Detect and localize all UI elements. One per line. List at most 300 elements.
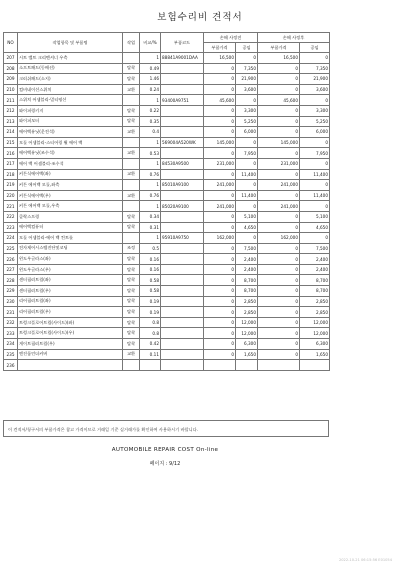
- table-row: [4, 84, 330, 95]
- cell-work: 탈착: [123, 116, 140, 127]
- cell-work: [123, 201, 140, 212]
- table-row: [4, 328, 330, 339]
- cell-after-parts-price: 145,000: [258, 137, 300, 148]
- cell-no: 215: [4, 137, 18, 148]
- cell-work: 교환: [123, 84, 140, 95]
- cell-after-parts-price: 45,600: [258, 95, 300, 106]
- cell-before-labor: 7,350: [236, 63, 258, 74]
- cell-no: 220: [4, 190, 18, 201]
- cell-before-labor: 6,300: [236, 339, 258, 350]
- table-row: [4, 158, 330, 169]
- cell-after-parts-price: 16,500: [258, 53, 300, 64]
- cell-before-parts-price: 0: [204, 296, 236, 307]
- cell-before-parts-price: 145,000: [204, 137, 236, 148]
- cell-after-labor: 7,950: [300, 148, 330, 159]
- cell-ratio: 0.35: [140, 116, 161, 127]
- cell-before-parts-price: 0: [204, 222, 236, 233]
- cell-before-parts-price: 0: [204, 339, 236, 350]
- cell-item: 게이트필러트림(우): [18, 339, 123, 350]
- cell-after-labor: 12,000: [300, 317, 330, 328]
- cell-ratio: 0.42: [140, 339, 161, 350]
- cell-before-parts-price: 0: [204, 84, 236, 95]
- cell-item: 커튼식에어백(좌): [18, 169, 123, 180]
- cell-no: 235: [4, 349, 18, 360]
- cell-part-code: [161, 243, 204, 254]
- cell-after-labor: 2,850: [300, 296, 330, 307]
- header-after-labor: 공임: [300, 43, 330, 53]
- cell-work: 탈착: [123, 222, 140, 233]
- cell-before-parts-price: 0: [204, 328, 236, 339]
- cell-after-labor: 2,400: [300, 254, 330, 265]
- cell-before-parts-price: 0: [204, 286, 236, 297]
- cell-part-code: [161, 127, 204, 138]
- cell-ratio: 0.49: [140, 63, 161, 74]
- cell-ratio: 0.76: [140, 169, 161, 180]
- cell-item: 에어백유닛(조수석): [18, 148, 123, 159]
- cell-part-code: [161, 307, 204, 318]
- cell-part-code: 569004A520WK: [161, 137, 204, 148]
- cell-item: 와이퍼모터: [18, 116, 123, 127]
- cell-no: 224: [4, 233, 18, 244]
- cell-work: 조정: [123, 243, 140, 254]
- cell-after-parts-price: 0: [258, 116, 300, 127]
- cell-before-labor: 21,900: [236, 74, 258, 85]
- cell-item: 에어 백 어셈블리-조수석: [18, 158, 123, 169]
- cell-part-code: [161, 222, 204, 233]
- table-row: [4, 169, 330, 180]
- cell-before-parts-price: 0: [204, 264, 236, 275]
- cell-item: 윈도우글라스(좌): [18, 254, 123, 265]
- header-before-assessment: 손해 사정전: [204, 33, 258, 43]
- cell-part-code: [161, 264, 204, 275]
- cell-after-parts-price: 0: [258, 275, 300, 286]
- cell-before-parts-price: 162,000: [204, 233, 236, 244]
- cell-before-labor: 1,650: [236, 349, 258, 360]
- header-after-parts-price: 부품가격: [258, 43, 300, 53]
- cell-before-labor: 6,000: [236, 127, 258, 138]
- cell-work: 교환: [123, 127, 140, 138]
- table-row: [4, 275, 330, 286]
- cell-ratio: 0.31: [140, 222, 161, 233]
- cell-no: 234: [4, 339, 18, 350]
- cell-no: 214: [4, 127, 18, 138]
- cell-work: [123, 180, 140, 191]
- table-row: [4, 137, 330, 148]
- cell-part-code: [161, 84, 204, 95]
- cell-part-code: [161, 296, 204, 307]
- cell-part-code: 85020A9100: [161, 201, 204, 212]
- cell-part-code: [161, 116, 204, 127]
- table-row: [4, 317, 330, 328]
- cell-after-parts-price: 0: [258, 169, 300, 180]
- cell-before-labor: 11,400: [236, 190, 258, 201]
- cell-work: 탈착: [123, 63, 140, 74]
- cell-work: 탈착: [123, 74, 140, 85]
- cell-item: 트렁크플로어트림(사이드)(우): [18, 328, 123, 339]
- cell-ratio: 1: [140, 95, 161, 106]
- table-row: [4, 360, 330, 371]
- cell-before-labor: 0: [236, 233, 258, 244]
- cell-after-parts-price: 241,000: [258, 180, 300, 191]
- cell-ratio: 1: [140, 53, 161, 64]
- cell-ratio: 1.46: [140, 74, 161, 85]
- cell-before-parts-price: 0: [204, 211, 236, 222]
- cell-work: 탈착: [123, 264, 140, 275]
- cell-before-labor: 2,400: [236, 264, 258, 275]
- cell-work: 탈착: [123, 296, 140, 307]
- cell-after-parts-price: 0: [258, 264, 300, 275]
- print-timestamp: 2022-10-21 06:15:56 E01054: [338, 558, 392, 562]
- cell-after-parts-price: 0: [258, 105, 300, 116]
- table-row: [4, 95, 330, 106]
- cell-before-parts-price: 241,000: [204, 180, 236, 191]
- cell-part-code: 95910A9750: [161, 233, 204, 244]
- cell-before-parts-price: 0: [204, 317, 236, 328]
- cell-no: 213: [4, 116, 18, 127]
- cell-after-labor: 6,000: [300, 127, 330, 138]
- cell-no: 226: [4, 254, 18, 265]
- cell-work: 교환: [123, 148, 140, 159]
- cell-part-code: [161, 254, 204, 265]
- cell-before-labor: 7,500: [236, 243, 258, 254]
- header-after-assessment: 손해 사정후: [258, 33, 330, 43]
- header-no: NO: [4, 33, 18, 53]
- cell-no: 208: [4, 63, 18, 74]
- cell-work: 탈착: [123, 254, 140, 265]
- cell-work: 탈착: [123, 105, 140, 116]
- cell-before-labor: 5,100: [236, 211, 258, 222]
- cell-before-parts-price: 0: [204, 243, 236, 254]
- cell-part-code: [161, 105, 204, 116]
- cell-before-parts-price: 0: [204, 275, 236, 286]
- table-row: [4, 63, 330, 74]
- cell-work: 탈착: [123, 307, 140, 318]
- table-row: [4, 53, 330, 64]
- cell-after-parts-price: 0: [258, 74, 300, 85]
- cell-work: 탈착: [123, 317, 140, 328]
- cell-part-code: [161, 169, 204, 180]
- cell-before-parts-price: 231,000: [204, 158, 236, 169]
- cell-ratio: 0.16: [140, 264, 161, 275]
- header-before-parts-price: 부품가격: [204, 43, 236, 53]
- cell-part-code: [161, 190, 204, 201]
- cell-work: 탈착: [123, 275, 140, 286]
- cell-after-parts-price: 0: [258, 307, 300, 318]
- cell-part-code: [161, 328, 204, 339]
- cell-before-parts-price: 45,600: [204, 95, 236, 106]
- table-row: [4, 180, 330, 191]
- cell-item: [18, 360, 123, 371]
- cell-before-parts-price: 241,000: [204, 201, 236, 212]
- cell-before-parts-price: 0: [204, 74, 236, 85]
- cell-ratio: 1: [140, 201, 161, 212]
- table-row: [4, 201, 330, 212]
- cell-before-labor: 0: [236, 201, 258, 212]
- cell-before-parts-price: [204, 360, 236, 371]
- service-name: AUTOMOBILE REPAIR COST On-line: [111, 447, 219, 453]
- cell-before-parts-price: 0: [204, 349, 236, 360]
- cell-item: 커튼 에어백 모듈,우측: [18, 201, 123, 212]
- cell-after-labor: 2,400: [300, 264, 330, 275]
- cell-no: 221: [4, 201, 18, 212]
- cell-after-parts-price: 0: [258, 286, 300, 297]
- cell-no: 228: [4, 275, 18, 286]
- cell-part-code: 93400A9751: [161, 95, 204, 106]
- cell-item: 윈도우글라스(우): [18, 264, 123, 275]
- table-row: [4, 148, 330, 159]
- cell-before-parts-price: 0: [204, 148, 236, 159]
- cell-ratio: 0.34: [140, 211, 161, 222]
- cell-no: 225: [4, 243, 18, 254]
- cell-no: 229: [4, 286, 18, 297]
- cell-after-parts-price: 0: [258, 317, 300, 328]
- cell-ratio: [140, 360, 161, 371]
- cell-item: 와이퍼링키지: [18, 105, 123, 116]
- price-notice: 이 견적서/청구서의 부품가격은 참고 가격이므로 거래일 기준 실거래가를 확인하여 사용하시기 바랍니다.: [3, 420, 329, 437]
- cell-part-code: [161, 148, 204, 159]
- cell-part-code: [161, 74, 204, 85]
- cell-ratio: 0.8: [140, 328, 161, 339]
- cell-after-parts-price: 0: [258, 243, 300, 254]
- cell-part-code: 85010A9100: [161, 180, 204, 191]
- cell-no: 211: [4, 95, 18, 106]
- table-row: [4, 296, 330, 307]
- cell-item: 컴비네이션스위치: [18, 84, 123, 95]
- cell-before-parts-price: 0: [204, 127, 236, 138]
- cell-part-code: [161, 339, 204, 350]
- cell-work: [123, 233, 140, 244]
- cell-ratio: 0.5: [140, 243, 161, 254]
- cell-after-labor: 5,250: [300, 116, 330, 127]
- cell-no: 233: [4, 328, 18, 339]
- cell-item: 센터필러트림(좌): [18, 275, 123, 286]
- table-row: [4, 286, 330, 297]
- cell-before-labor: 0: [236, 137, 258, 148]
- cell-work: 탈착: [123, 339, 140, 350]
- cell-no: 207: [4, 53, 18, 64]
- cell-item: 모듈 어셈블리-에어 백 컨트롤: [18, 233, 123, 244]
- cell-work: 탈착: [123, 211, 140, 222]
- cell-item: 엔진룸언더커버: [18, 349, 123, 360]
- table-row: [4, 349, 330, 360]
- cell-after-labor: 11,400: [300, 190, 330, 201]
- cell-after-labor: 11,400: [300, 169, 330, 180]
- cell-after-labor: 1,650: [300, 349, 330, 360]
- cell-after-labor: 3,300: [300, 105, 330, 116]
- cell-after-labor: 0: [300, 158, 330, 169]
- cell-ratio: 0.58: [140, 286, 161, 297]
- cell-no: 218: [4, 169, 18, 180]
- cell-after-labor: 0: [300, 233, 330, 244]
- cell-work: [123, 53, 140, 64]
- cell-after-parts-price: 241,000: [258, 201, 300, 212]
- cell-ratio: 0.24: [140, 84, 161, 95]
- cell-after-parts-price: 0: [258, 127, 300, 138]
- cell-before-labor: 7,950: [236, 148, 258, 159]
- header-work: 작업: [123, 33, 140, 53]
- cell-after-parts-price: 0: [258, 63, 300, 74]
- cell-after-parts-price: 0: [258, 148, 300, 159]
- cell-item: 트렁크플로어트림(사이드)(좌): [18, 317, 123, 328]
- cell-before-labor: 2,400: [236, 254, 258, 265]
- cell-before-labor: 12,000: [236, 317, 258, 328]
- cell-after-parts-price: 0: [258, 349, 300, 360]
- cell-no: 231: [4, 307, 18, 318]
- cell-before-parts-price: 0: [204, 169, 236, 180]
- cell-after-labor: 8,700: [300, 286, 330, 297]
- cell-after-labor: 7,500: [300, 243, 330, 254]
- cell-after-labor: 7,350: [300, 63, 330, 74]
- cell-item: 커튼식에어백(우): [18, 190, 123, 201]
- header-before-labor: 공임: [236, 43, 258, 53]
- cell-item: 모듈 어셈블리-스티어링 휠 에어 백: [18, 137, 123, 148]
- cell-after-labor: 6,300: [300, 339, 330, 350]
- cell-work: [123, 360, 140, 371]
- cell-before-labor: 12,000: [236, 328, 258, 339]
- cell-no: 222: [4, 211, 18, 222]
- cell-ratio: 0.76: [140, 190, 161, 201]
- table-row: [4, 105, 330, 116]
- cell-after-labor: 0: [300, 95, 330, 106]
- cell-after-labor: [300, 360, 330, 371]
- cell-part-code: [161, 286, 204, 297]
- table-row: [4, 222, 330, 233]
- cell-before-labor: 0: [236, 158, 258, 169]
- cell-ratio: 0.19: [140, 296, 161, 307]
- table-row: [4, 127, 330, 138]
- cell-after-labor: 0: [300, 137, 330, 148]
- cell-work: [123, 137, 140, 148]
- cell-before-labor: 8,700: [236, 286, 258, 297]
- cell-before-labor: 0: [236, 53, 258, 64]
- table-row: [4, 74, 330, 85]
- cell-before-labor: 2,850: [236, 307, 258, 318]
- table-row: [4, 254, 330, 265]
- cell-before-parts-price: 0: [204, 63, 236, 74]
- table-row: [4, 116, 330, 127]
- cell-ratio: 0.58: [140, 275, 161, 286]
- cell-after-parts-price: 0: [258, 328, 300, 339]
- cell-no: 216: [4, 148, 18, 159]
- cell-no: 210: [4, 84, 18, 95]
- cell-after-labor: 12,000: [300, 328, 330, 339]
- cell-after-labor: 21,900: [300, 74, 330, 85]
- cell-item: 전자제어시스템진단및코딩: [18, 243, 123, 254]
- cell-item: 센터필러트림(우): [18, 286, 123, 297]
- cell-item: 소프트패드(동배선): [18, 63, 123, 74]
- cell-ratio: 0.16: [140, 254, 161, 265]
- cell-after-parts-price: 162,000: [258, 233, 300, 244]
- cell-work: 교환: [123, 349, 140, 360]
- cell-after-labor: 4,650: [300, 222, 330, 233]
- cell-before-labor: 3,300: [236, 105, 258, 116]
- cell-before-parts-price: 0: [204, 307, 236, 318]
- cell-item: 스위치 어셈블리-멀티펑션: [18, 95, 123, 106]
- cell-work: [123, 95, 140, 106]
- cell-after-parts-price: 0: [258, 84, 300, 95]
- estimate-rows: [4, 53, 330, 371]
- cell-before-labor: 5,250: [236, 116, 258, 127]
- cell-item: 커튼 에어백 모듈,좌측: [18, 180, 123, 191]
- table-row: [4, 264, 330, 275]
- cell-item: 시트 밸트 크리멘셔너 우측: [18, 53, 123, 64]
- cell-work: 탈착: [123, 286, 140, 297]
- cell-before-parts-price: 0: [204, 190, 236, 201]
- cell-item: 클락스프링: [18, 211, 123, 222]
- cell-after-labor: 0: [300, 201, 330, 212]
- page-number: 페이지 : 9/12: [149, 461, 181, 467]
- cell-before-labor: 0: [236, 180, 258, 191]
- cell-part-code: 88841A9001DAA: [161, 53, 204, 64]
- cell-no: 232: [4, 317, 18, 328]
- cell-after-parts-price: [258, 360, 300, 371]
- cell-before-parts-price: 0: [204, 116, 236, 127]
- cell-ratio: 1: [140, 158, 161, 169]
- cell-ratio: 0.53: [140, 148, 161, 159]
- cell-before-labor: 4,650: [236, 222, 258, 233]
- cell-item: 리어필러트림(좌): [18, 296, 123, 307]
- cell-part-code: 84530A9500: [161, 158, 204, 169]
- cell-before-labor: [236, 360, 258, 371]
- cell-after-parts-price: 0: [258, 190, 300, 201]
- cell-before-labor: 3,600: [236, 84, 258, 95]
- cell-ratio: 0.19: [140, 307, 161, 318]
- cell-after-labor: 0: [300, 53, 330, 64]
- cell-no: 209: [4, 74, 18, 85]
- cell-work: 탈착: [123, 328, 140, 339]
- table-row: [4, 233, 330, 244]
- cell-no: 212: [4, 105, 18, 116]
- cell-no: 217: [4, 158, 18, 169]
- header-ratio: 비교/%: [140, 33, 161, 53]
- table-row: [4, 243, 330, 254]
- cell-no: 223: [4, 222, 18, 233]
- document-title: 보험수리비 견적서: [157, 12, 243, 23]
- cell-work: 교환: [123, 169, 140, 180]
- cell-ratio: 1: [140, 233, 161, 244]
- cell-after-parts-price: 0: [258, 339, 300, 350]
- cell-ratio: 0.4: [140, 127, 161, 138]
- table-row: [4, 307, 330, 318]
- cell-after-labor: 5,100: [300, 211, 330, 222]
- cell-after-parts-price: 0: [258, 222, 300, 233]
- cell-ratio: 0.11: [140, 349, 161, 360]
- cell-no: 219: [4, 180, 18, 191]
- cell-no: 227: [4, 264, 18, 275]
- cell-work: [123, 158, 140, 169]
- cell-after-parts-price: 0: [258, 296, 300, 307]
- cell-part-code: [161, 63, 204, 74]
- cell-ratio: 1: [140, 180, 161, 191]
- cell-before-parts-price: 0: [204, 254, 236, 265]
- cell-ratio: 0.8: [140, 317, 161, 328]
- cell-part-code: [161, 211, 204, 222]
- cell-after-labor: 2,850: [300, 307, 330, 318]
- cell-item: 리어필러트림(우): [18, 307, 123, 318]
- cell-after-labor: 8,700: [300, 275, 330, 286]
- header-code: 부품코드: [161, 33, 204, 53]
- cell-after-parts-price: 231,000: [258, 158, 300, 169]
- cell-before-labor: 11,400: [236, 169, 258, 180]
- cell-ratio: 1: [140, 137, 161, 148]
- cell-item: 에어백컴퓨터: [18, 222, 123, 233]
- cell-before-parts-price: 16,500: [204, 53, 236, 64]
- cell-after-labor: 0: [300, 180, 330, 191]
- cell-part-code: [161, 360, 204, 371]
- cell-work: 교환: [123, 190, 140, 201]
- cell-item: 크러쉬패드(소지): [18, 74, 123, 85]
- cell-after-parts-price: 0: [258, 211, 300, 222]
